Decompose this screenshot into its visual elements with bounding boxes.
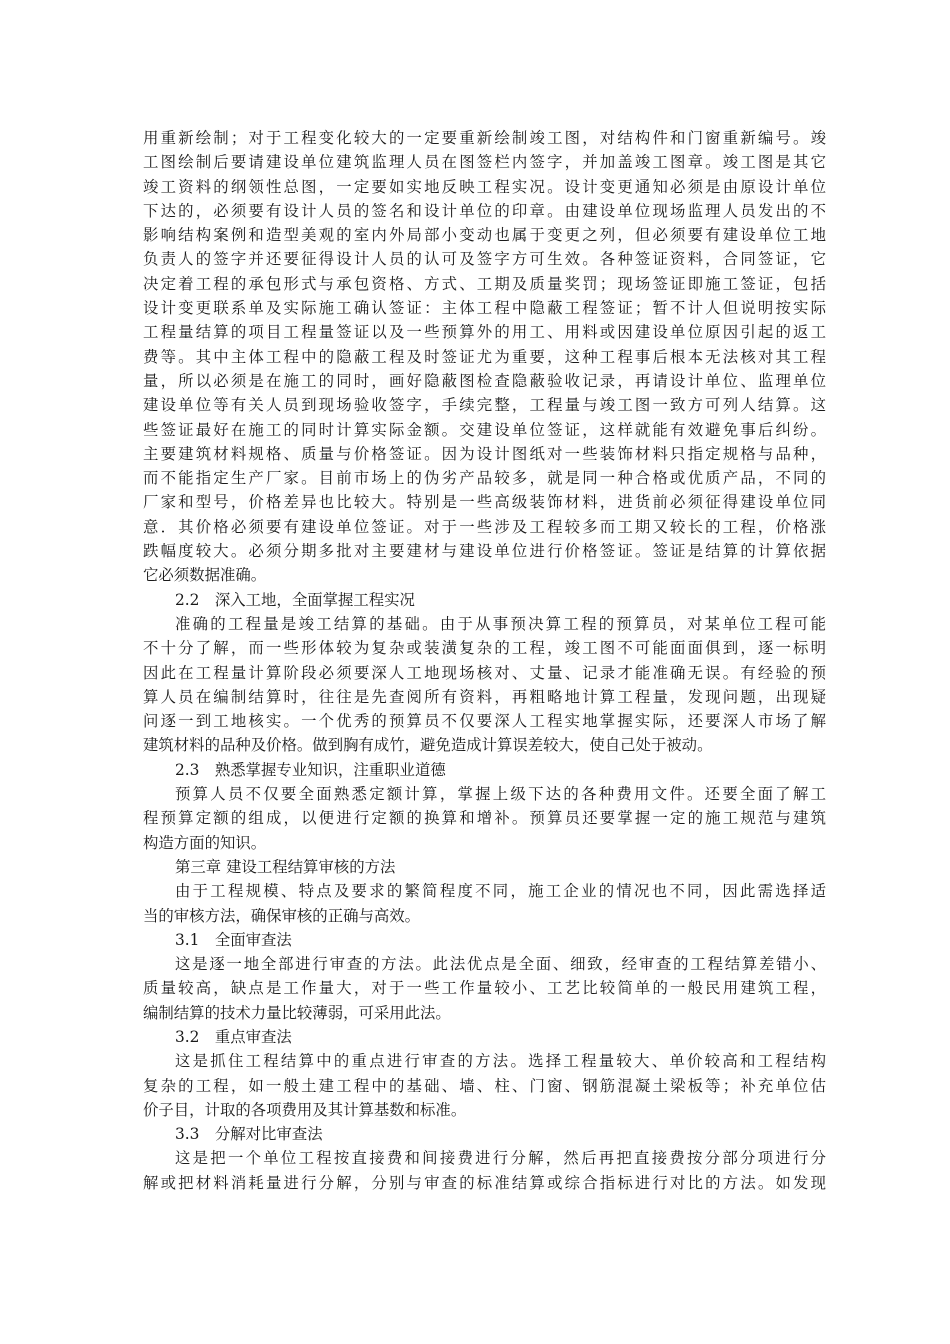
heading-text: 第三章 建设工程结算审核的方法 [175, 857, 396, 876]
text-line: 竣工资料的纲领性总图，一定要如实地反映工程实况。设计变更通知必须是由原设计单位 [143, 177, 826, 196]
paragraph [143, 879, 826, 928]
heading-text: 2.2 深入工地，全面掌握工程实况 [175, 590, 415, 609]
text-line: 跌幅度较大。必须分期多批对主要建材与建设单位进行价格签证。签证是结算的计算依据 [143, 542, 826, 561]
text-line: 主要建筑材料规格、质量与价格签证。因为设计图纸对一些装饰材料只指定规格与品种， [143, 444, 826, 463]
text-line: 预算人员不仅要全面熟悉定额计算，掌握上级下达的各种费用文件。还要全面了解工 [175, 785, 826, 804]
text-line: 构造方面的知识。 [143, 833, 267, 852]
text-line: 下达的，必须要有设计人员的签名和设计单位的印章。由建设单位现场监理人员发出的不 [143, 201, 826, 220]
section-heading [143, 1122, 826, 1146]
text-line: 意．其价格必须要有建设单位签证。对于一些涉及工程较多而工期又较长的工程，价格涨 [143, 517, 826, 536]
text-line: 质量较高，缺点是工作量大，对于一些工作量较小、工艺比较简单的一般民用建筑工程， [143, 979, 826, 998]
text-line: 不十分了解，而一些形体较为复杂或装潢复杂的工程，竣工图不可能面面俱到，逐一标明 [143, 639, 826, 658]
text-line: 厂家和型号，价格差异也比较大。特别是一些高级装饰材料，进货前必须征得建设单位同 [143, 493, 826, 512]
text-line: 决定着工程的承包形式与承包资格、方式、工期及质量奖罚；现场签证即施工签证，包括 [143, 274, 826, 293]
text-line: 编制结算的技术力量比较薄弱，可采用此法。 [143, 1003, 451, 1022]
document-page [143, 126, 826, 1195]
text-line: 价子目，计取的各项费用及其计算基数和标准。 [143, 1100, 467, 1119]
text-line: 它必须数据准确。 [143, 566, 267, 585]
text-line: 工程量结算的项目工程量签证以及一些预算外的用工、用料或因建设单位原因引起的返工 [143, 323, 826, 342]
text-line: 复杂的工程，如一般土建工程中的基础、墙、柱、门窗、钢筋混凝土梁板等；补充单位估 [143, 1076, 826, 1095]
text-line: 这是逐一地全部进行审查的方法。此法优点是全面、细致，经审查的工程结算差错小、 [175, 955, 826, 974]
paragraph [143, 612, 826, 758]
text-line: 而不能指定生产厂家。目前市场上的伪劣产品较多，就是同一种合格或优质产品，不同的 [143, 469, 826, 488]
text-line: 这是把一个单位工程按直接费和间接费进行分解，然后再把直接费按分部分项进行分 [175, 1149, 826, 1168]
text-line: 些签证最好在施工的同时计算实际金额。交建设单位签证，这样就能有效避免事后纠纷。 [143, 420, 826, 439]
text-line: 由于工程规模、特点及要求的繁简程度不同，施工企业的情况也不同，因此需选择适 [175, 882, 826, 901]
text-line: 当的审核方法，确保审核的正确与高效。 [143, 906, 421, 925]
section-heading [143, 928, 826, 952]
text-line: 准确的工程量是竣工结算的基础。由于从事预决算工程的预算员，对某单位工程可能 [175, 614, 826, 633]
text-line: 负责人的签字并还要征得设计人员的认可及签字方可生效。各种签证资料，合同签证，它 [143, 250, 826, 269]
paragraph [143, 782, 826, 855]
text-line: 因此在工程量计算阶段必须要深人工地现场核对、丈量、记录才能准确无误。有经验的预 [143, 663, 826, 682]
paragraph [143, 952, 826, 1025]
text-line: 设计变更联系单及实际施工确认签证：主体工程中隐蔽工程签证；暂不计人但说明按实际 [143, 299, 826, 318]
heading-text: 3.1 全面审查法 [175, 930, 292, 949]
text-line: 程预算定额的组成，以便进行定额的换算和增补。预算员还要掌握一定的施工规范与建筑 [143, 809, 826, 828]
section-heading [143, 1025, 826, 1049]
section-heading [143, 758, 826, 782]
text-line: 这是抓住工程结算中的重点进行审查的方法。选择工程量较大、单价较高和工程结构 [175, 1052, 826, 1071]
text-line: 量，所以必须是在施工的同时，画好隐蔽图检查隐蔽验收记录，再请设计单位、监理单位 [143, 371, 826, 390]
text-line: 费等。其中主体工程中的隐蔽工程及时签证尤为重要，这种工程事后根本无法核对其工程 [143, 347, 826, 366]
section-heading [143, 588, 826, 612]
heading-text: 3.2 重点审查法 [175, 1027, 292, 1046]
text-line: 问逐一到工地核实。一个优秀的预算员不仅要深人工程实地掌握实际，还要深人市场了解 [143, 712, 826, 731]
text-line: 建设单位等有关人员到现场验收签字，手续完整，工程量与竣工图一致方可列人结算。这 [143, 396, 826, 415]
paragraph [143, 1049, 826, 1122]
heading-text: 3.3 分解对比审查法 [175, 1125, 323, 1144]
text-line: 建筑材料的品种及价格。做到胸有成竹，避免造成计算误差较大，使自己处于被动。 [143, 736, 713, 755]
text-line: 影响结构案例和造型美观的室内外局部小变动也属于变更之列，但必须要有建设单位工地 [143, 226, 826, 245]
text-line: 工图绘制后要请建设单位建筑监理人员在图签栏内签字，并加盖竣工图章。竣工图是其它 [143, 153, 826, 172]
text-line: 用重新绘制；对于工程变化较大的一定要重新绘制竣工图，对结构件和门窗重新编号。竣 [143, 129, 826, 147]
paragraph [143, 1146, 826, 1195]
paragraph [143, 126, 826, 588]
text-line: 解或把材料消耗量进行分解，分别与审查的标准结算或综合指标进行对比的方法。如发现 [143, 1173, 826, 1192]
section-heading [143, 855, 826, 879]
text-line: 算人员在编制结算时，往往是先查阅所有资料，再粗略地计算工程量，发现问题，出现疑 [143, 687, 826, 706]
heading-text: 2.3 熟悉掌握专业知识，注重职业道德 [175, 760, 446, 779]
